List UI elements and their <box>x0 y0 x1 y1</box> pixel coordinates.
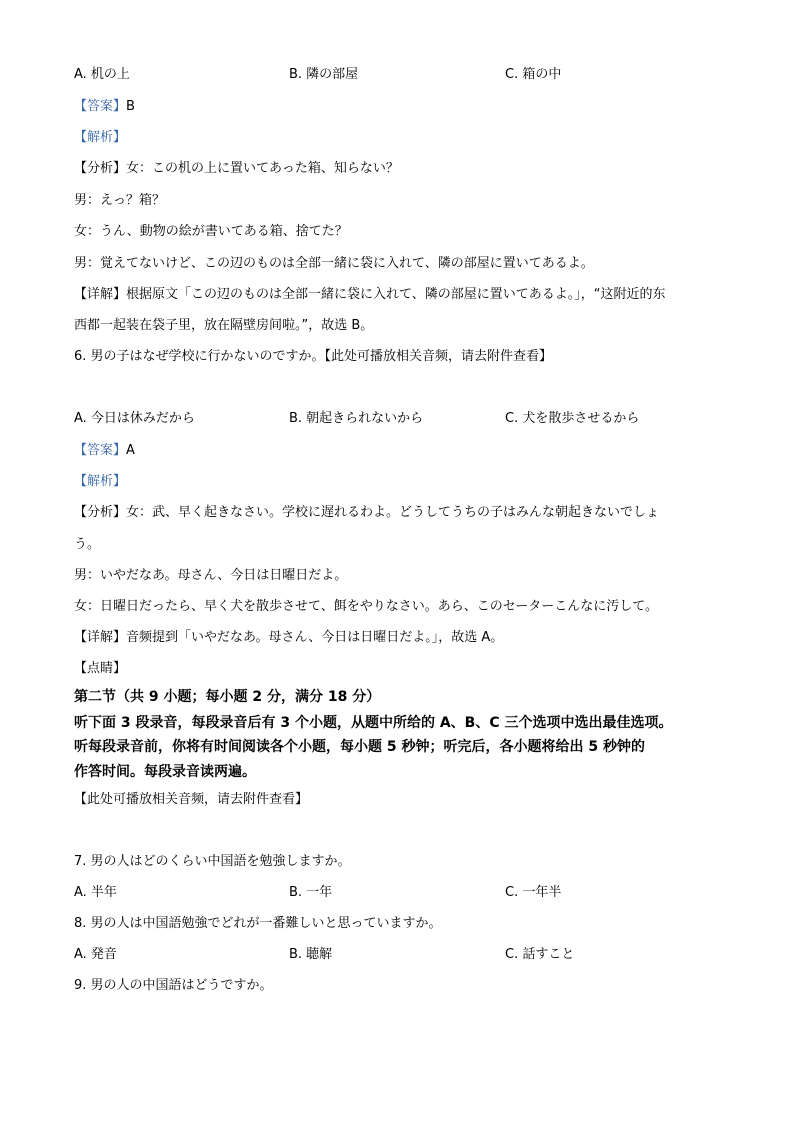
q6-dialogue-1 <box>74 504 659 522</box>
q5-answer <box>74 98 135 116</box>
q5-analysis-tag: 【解析】 <box>74 130 127 145</box>
q8-option-b: B. 聴解 <box>289 947 333 962</box>
detail-text: 根据原文「この辺のものは全部一緒に袋に入れて、隣の部屋に置いてあるよ。」，“这附近的东 <box>126 287 666 302</box>
q5-option-c: C. 箱の中 <box>505 67 562 82</box>
q6-option-c: C. 犬を散歩させるから <box>505 411 640 426</box>
answer-tag: 【答案】 <box>74 99 127 114</box>
q6-dialogue-1-cont: う。 <box>74 537 101 552</box>
q6-detail <box>74 629 503 647</box>
section2-title: 第二节（共 9 小题；每小题 2 分，满分 18 分） <box>74 689 381 705</box>
q5-dialogue-3: 女：うん、動物の絵が書いてある箱、捨てた？ <box>74 224 348 239</box>
section2-instruction-3: 作答时间。每段录音读两遍。 <box>74 764 256 780</box>
q6-option-a: A. 今日は休みだから <box>74 411 195 426</box>
section2-instruction-2: 听每段录音前，你将有时间阅读各个小题，每小题 5 秒钟；听完后，各小题将给出 5 秒钟的 <box>74 739 645 755</box>
q6-dianjing-tag: 【点睛】 <box>74 661 127 676</box>
q8-question: 8. 男の人は中国語勉強でどれが一番難しいと思っていますか。 <box>74 916 442 931</box>
q5-dialogue-1 <box>74 160 399 178</box>
q6-dialogue-3: 女：日曜日だったら、早く犬を散歩させて、餌をやりなさい。あら、このセーターこんなに汚して。 <box>74 599 658 614</box>
q7-question: 7. 男の人はどのくらい中国語を勉強しますか。 <box>74 854 351 869</box>
q5-dialogue-4: 男：覚えてないけど、この辺のものは全部一緒に袋に入れて、隣の部屋に置いてあるよ。 <box>74 256 594 271</box>
detail-tag: 【详解】 <box>74 287 127 302</box>
q6-question: 6. 男の子はなぜ学校に行かないのですか。【此处可播放相关音频，请去附件查看】 <box>74 349 553 364</box>
answer-value: B <box>126 99 135 114</box>
q7-option-c: C. 一年半 <box>505 885 562 900</box>
q5-dialogue-2: 男：えっ？箱？ <box>74 193 166 208</box>
answer-value: A <box>126 443 135 458</box>
detail-tag: 【详解】 <box>74 630 127 645</box>
dialogue-text: 女：武、早く起きなさい。学校に遅れるわよ。どうしてうちの子はみんな朝起きないでしょ <box>126 505 660 520</box>
detail-text: 音频提到「いやだなあ。母さん、今日は日曜日だよ。」，故选 A。 <box>126 630 504 645</box>
q6-option-b: B. 朝起きられないから <box>289 411 424 426</box>
q7-option-a: A. 半年 <box>74 885 117 900</box>
q8-option-c: C. 話すこと <box>505 947 575 962</box>
q6-answer <box>74 442 135 460</box>
answer-tag: 【答案】 <box>74 443 127 458</box>
q6-dialogue-2: 男：いやだなあ。母さん、今日は日曜日だよ。 <box>74 568 348 583</box>
q5-option-a: A. 机の上 <box>74 67 130 82</box>
q5-detail-2: 西都一起装在袋子里，放在隔壁房间啦。”，故选 B。 <box>74 318 374 333</box>
q9-question: 9. 男の人の中国語はどうですか。 <box>74 978 273 993</box>
fenxi-tag: 【分析】 <box>74 505 127 520</box>
section2-instruction-1: 听下面 3 段录音，每段录音后有 3 个小题，从题中所给的 A、B、C 三个选项中选出最佳选项。 <box>74 715 673 731</box>
q6-analysis-tag: 【解析】 <box>74 474 127 489</box>
q5-detail-1 <box>74 286 666 304</box>
fenxi-tag: 【分析】 <box>74 161 127 176</box>
q5-option-b: B. 隣の部屋 <box>289 67 359 82</box>
dialogue-text: 女：この机の上に置いてあった箱、知らない？ <box>126 161 399 176</box>
q7-option-b: B. 一年 <box>289 885 333 900</box>
section2-audio-note: 【此处可播放相关音频，请去附件查看】 <box>74 792 309 807</box>
q8-option-a: A. 発音 <box>74 947 117 962</box>
